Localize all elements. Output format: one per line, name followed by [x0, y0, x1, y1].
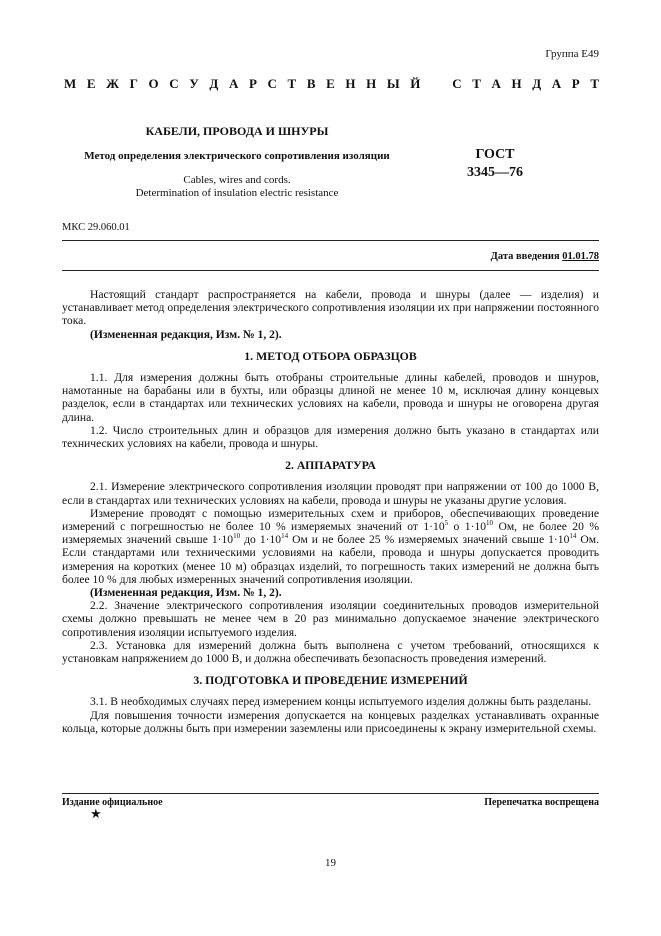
- star-icon: ★: [90, 806, 102, 821]
- text: Измерение проводят с помощью измерительных схем и приборов, обеспечивающих проведение измерений с погрешностью не более 10 % измеряемых значений от 1·10: [62, 506, 599, 534]
- amendment-note: (Измененная редакция, Изм. № 1, 2).: [90, 327, 282, 341]
- document-title: КАБЕЛИ, ПРОВОДА И ШНУРЫ: [145, 124, 329, 138]
- english-title-line: Cables, wires and cords.: [183, 174, 291, 186]
- text: Ом и не более 25 % измеряемых значений свыше 1·10: [288, 533, 570, 547]
- banner-letter: А: [551, 76, 562, 91]
- divider: [62, 270, 599, 271]
- footer-divider: [62, 793, 599, 794]
- gost-number: 3345—76: [467, 165, 523, 180]
- document-body: [62, 288, 599, 735]
- banner-letter: Е: [326, 76, 335, 91]
- gost-label: ГОСТ: [475, 147, 515, 162]
- banner-letter: М: [64, 76, 77, 91]
- banner-letter: Р: [571, 76, 580, 91]
- divider: [62, 240, 599, 241]
- banner-letter: Н: [345, 76, 356, 91]
- section-heading: 2. АППАРАТУРА: [285, 458, 376, 473]
- banner-letter: Г: [129, 76, 138, 91]
- reprint-prohibited-label: Перепечатка воспрещена: [484, 797, 599, 808]
- exponent: 14: [569, 532, 577, 541]
- paragraph: 3.1. В необходимых случаях перед измерением концы испытуемого изделия должны быть разделаны.: [90, 695, 592, 709]
- section-heading: 1. МЕТОД ОТБОРА ОБРАЗЦОВ: [244, 348, 417, 363]
- section-heading: 3. ПОДГОТОВКА И ПРОВЕДЕНИЕ ИЗМЕРЕНИЙ: [193, 673, 468, 688]
- banner-letter: У: [189, 76, 199, 91]
- banner-letter: А: [491, 76, 501, 91]
- banner-letter: Т: [472, 76, 481, 91]
- text: о 1·10: [448, 520, 487, 534]
- date-label: Дата введения: [490, 251, 560, 262]
- paragraph: [62, 507, 599, 586]
- exponent: 14: [281, 532, 289, 541]
- text: Ом. Если стандартами или техническими условиями на кабели, провода и шнуры допускается проводить измерения на коротких (менее 10 м) образцах изделий, то погрешность таких измерений не должна быть более 10 % для любых измеренных значений сопротивления изоляции.: [62, 533, 599, 586]
- amendment-note: (Измененная редакция, Изм. № 1, 2).: [90, 586, 282, 600]
- banner-letter: Е: [86, 76, 96, 91]
- document-subtitle: Метод определения электрического сопротивления изоляции: [84, 150, 390, 162]
- banner-letter: Й: [410, 76, 421, 91]
- paragraph: 1.1. Для измерения должны быть отобраны строительные длины кабелей, проводов и шнуров, намотанные на барабаны или в бухты, или образцы длиной не менее 10 м, исключая длину концевых разделок, если в стандартах или технических условиях на кабели, провода и шнуры не оговорена другая длина.: [62, 371, 599, 424]
- banner-letter: Н: [511, 76, 522, 91]
- paragraph: 2.3. Установка для измерений должна быть выполнена с учетом требований, относящихся к установкам напряжением до 1000 В, и должна обеспечивать безопасность проведения измерений.: [62, 638, 599, 666]
- mks-code: МКС 29.060.01: [62, 222, 130, 233]
- official-edition-label: Издание официальное: [62, 797, 163, 808]
- banner-letter: В: [306, 76, 316, 91]
- banner-letter: Н: [366, 76, 377, 91]
- banner-letter: С: [169, 76, 179, 91]
- banner-letter: Д: [209, 76, 219, 91]
- banner-letter: Ы: [386, 76, 400, 91]
- english-title-line: Determination of insulation electric resistance: [135, 187, 339, 199]
- exponent: 5: [444, 519, 449, 528]
- page-number: 19: [325, 857, 336, 869]
- banner-letter: О: [148, 76, 159, 91]
- banner-letter: Т: [287, 76, 297, 91]
- paragraph: Для повышения точности измерения допускается на концевых разделках устанавливать охранные кольца, которые должны быть при измерении заземлены или присоединены к экрану измерительной схемы.: [62, 708, 599, 735]
- text: Ом, не более 20 % измеряемых значений свыше 1·10: [62, 520, 599, 547]
- paragraph: Настоящий стандарт распространяется на кабели, провода и шнуры (далее — изделия) и устанавливает метод определения электрического сопротивления изоляции их при напряжении постоянного тока.: [62, 288, 599, 328]
- banner-letter: А: [228, 76, 239, 91]
- banner-letter: Р: [248, 76, 257, 91]
- banner-letter: Д: [532, 76, 542, 91]
- effective-date: [491, 251, 599, 262]
- text: до 1·10: [240, 533, 282, 547]
- banner-letter: Ж: [106, 76, 120, 91]
- paragraph: 1.2. Число строительных длин и образцов для измерения должно быть указано в стандартах или технических условиях на кабели, провода и шнуры.: [62, 423, 599, 451]
- paragraph: 2.1. Измерение электрического сопротивления изоляции проводят при напряжении от 100 до 1000 В, если в стандартах или технических условиях на кабели, провода и шнуры не указаны другие условия.: [62, 480, 599, 507]
- interstate-standard-banner: [64, 76, 599, 92]
- date-value: 01.01.78: [562, 251, 599, 262]
- exponent: 10: [233, 532, 241, 541]
- banner-letter: С: [452, 76, 462, 91]
- gost-designation: [440, 146, 550, 182]
- group-code: Группа Е49: [545, 48, 599, 60]
- banner-letter: С: [267, 76, 277, 91]
- exponent: 10: [486, 519, 494, 528]
- paragraph: 2.2. Значение электрического сопротивления изоляции соединительных проводов измерительной схемы должно превышать не менее чем в 20 раз минимально допускаемое значение электрического сопротивления изоляции испытуемого изделия.: [62, 599, 599, 639]
- banner-letter: Т: [590, 76, 599, 91]
- english-title: [62, 174, 412, 200]
